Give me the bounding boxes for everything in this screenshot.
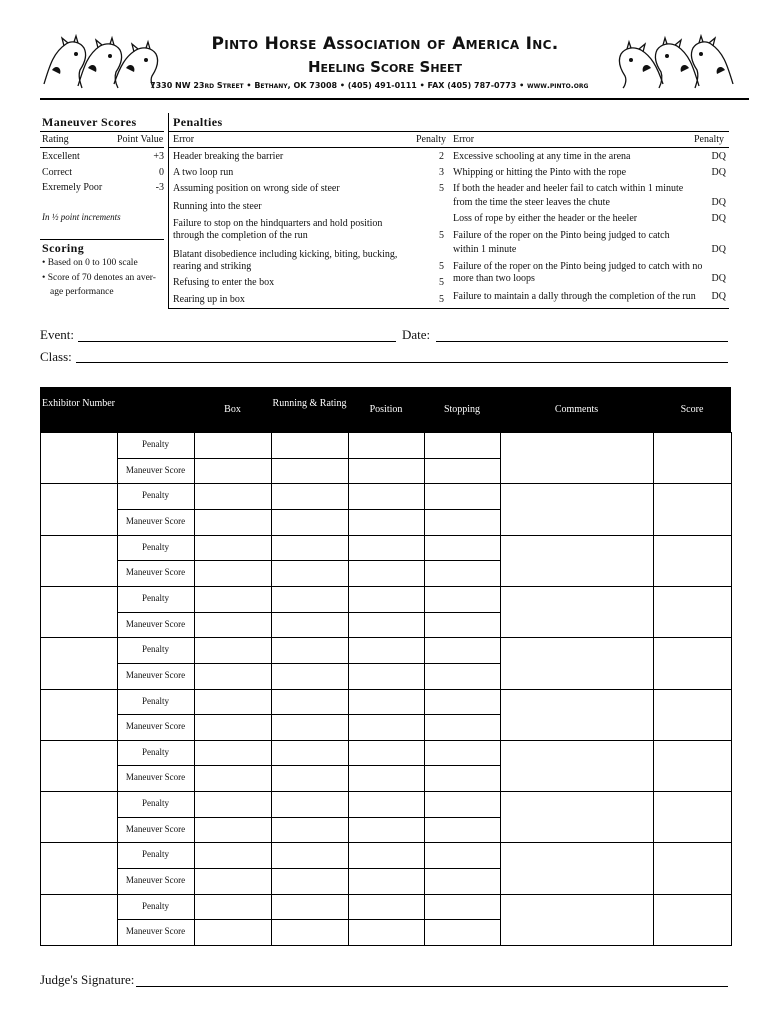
rating-header: Rating bbox=[42, 134, 69, 145]
penalty-error: Refusing to enter the box bbox=[173, 277, 275, 288]
event-label: Event: bbox=[40, 327, 74, 342]
penalty-error: Whipping or hitting the Pinto with the rope bbox=[453, 167, 627, 178]
maneuver-score-row-label: Maneuver Score bbox=[125, 721, 186, 731]
maneuver-score-row-label: Maneuver Score bbox=[125, 772, 186, 782]
rating-value: 0 bbox=[159, 167, 164, 178]
error-header: Error bbox=[453, 134, 475, 145]
penalty-row-label: Penalty bbox=[142, 644, 169, 654]
penalty-error: Header breaking the barrier bbox=[173, 151, 284, 162]
penalty-value: DQ bbox=[711, 244, 726, 255]
penalty-value: DQ bbox=[711, 197, 726, 208]
date-field[interactable] bbox=[436, 341, 728, 342]
penalty-error: from the time the steer leaves the chute bbox=[453, 197, 610, 208]
table-half-line bbox=[117, 663, 500, 664]
penalty-row-label: Penalty bbox=[142, 439, 169, 449]
maneuver-score-row-label: Maneuver Score bbox=[125, 567, 186, 577]
page-title: Pinto Horse Association of America Inc. bbox=[211, 34, 559, 54]
table-half-line bbox=[117, 765, 500, 766]
penalty-error: Failure of the roper on the Pinto being judged to catch bbox=[453, 230, 670, 241]
table-half-line bbox=[117, 509, 500, 510]
error-header: Error bbox=[173, 134, 195, 145]
class-label: Class: bbox=[40, 349, 72, 364]
table-half-line bbox=[117, 817, 500, 818]
judge-signature-label: Judge's Signature: bbox=[40, 972, 135, 987]
penalty-error: Running into the steer bbox=[173, 201, 262, 212]
penalty-row-label: Penalty bbox=[142, 747, 169, 757]
penalty-row-label: Penalty bbox=[142, 542, 169, 552]
table-half-line bbox=[117, 560, 500, 561]
table-half-line bbox=[117, 919, 500, 920]
increments-note: In ½ point increments bbox=[42, 212, 121, 222]
penalties-divider bbox=[168, 113, 169, 309]
scoring-item: age performance bbox=[50, 287, 114, 297]
penalty-row-label: Penalty bbox=[142, 593, 169, 603]
penalty-value: 5 bbox=[439, 261, 444, 272]
penalty-row-label: Penalty bbox=[142, 696, 169, 706]
maneuver-header-rule bbox=[40, 147, 164, 148]
penalty-error: Failure to stop on the hindquarters and hold position bbox=[173, 218, 383, 229]
table-row-line bbox=[40, 842, 732, 843]
rating-value: -3 bbox=[155, 182, 164, 193]
penalty-value: 3 bbox=[439, 167, 444, 178]
rating-label: Exremely Poor bbox=[42, 182, 103, 193]
page-subtitle: Heeling Score Sheet bbox=[307, 58, 463, 76]
table-row-line bbox=[40, 432, 732, 433]
event-field[interactable] bbox=[78, 341, 396, 342]
date-label: Date: bbox=[402, 327, 431, 342]
class-field[interactable] bbox=[76, 362, 728, 363]
penalty-error: Failure of the roper on the Pinto being judged to catch with no bbox=[453, 261, 703, 272]
penalty-error: Excessive schooling at any time in the arena bbox=[453, 151, 631, 162]
scoring-heading: Scoring bbox=[42, 241, 85, 255]
penalty-error: within 1 minute bbox=[453, 244, 517, 255]
penalty-row-label: Penalty bbox=[142, 798, 169, 808]
penalty-error: more than two loops bbox=[453, 273, 535, 284]
penalties-header-rule bbox=[169, 147, 729, 148]
maneuver-score-row-label: Maneuver Score bbox=[125, 465, 186, 475]
penalty-header: Penalty bbox=[416, 134, 446, 145]
penalty-error: Failure to maintain a dally through the completion of the run bbox=[453, 291, 696, 302]
penalties-heading: Penalties bbox=[173, 115, 223, 129]
scoring-rule bbox=[40, 239, 164, 240]
penalty-value: DQ bbox=[711, 167, 726, 178]
penalty-error: Loss of rope by either the header or the heeler bbox=[453, 213, 638, 224]
point-value-header: Point Value bbox=[117, 134, 164, 145]
penalty-value: DQ bbox=[711, 291, 726, 302]
penalty-row-label: Penalty bbox=[142, 901, 169, 911]
maneuver-score-row-label: Maneuver Score bbox=[125, 516, 186, 526]
penalty-value: 5 bbox=[439, 277, 444, 288]
maneuver-rule bbox=[40, 131, 164, 132]
maneuver-scores-heading: Maneuver Scores bbox=[42, 115, 137, 129]
penalty-value: 5 bbox=[439, 183, 444, 194]
penalty-error: rearing and striking bbox=[173, 261, 252, 272]
maneuver-score-row-label: Maneuver Score bbox=[125, 619, 186, 629]
table-row-line bbox=[40, 483, 732, 484]
col-score: Score bbox=[680, 404, 704, 415]
maneuver-score-row-label: Maneuver Score bbox=[125, 926, 186, 936]
col-position: Position bbox=[369, 404, 403, 415]
penalty-error: Rearing up in box bbox=[173, 294, 245, 305]
penalties-bottom-rule bbox=[169, 308, 729, 309]
penalty-error: through the completion of the run bbox=[173, 230, 308, 241]
penalty-value: 5 bbox=[439, 294, 444, 305]
penalty-header: Penalty bbox=[694, 134, 724, 145]
penalty-error: If both the header and heeler fail to catch within 1 minute bbox=[453, 183, 684, 194]
penalty-value: DQ bbox=[711, 273, 726, 284]
maneuver-score-row-label: Maneuver Score bbox=[125, 875, 186, 885]
penalty-value: 2 bbox=[439, 151, 444, 162]
table-half-line bbox=[117, 868, 500, 869]
col-running-rating: Running & Rating bbox=[272, 398, 347, 409]
penalties-rule bbox=[169, 131, 729, 132]
col-comments: Comments bbox=[554, 404, 599, 415]
penalty-value: DQ bbox=[711, 151, 726, 162]
penalty-value: DQ bbox=[711, 213, 726, 224]
table-row-line bbox=[40, 791, 732, 792]
penalty-row-label: Penalty bbox=[142, 490, 169, 500]
table-row-line bbox=[40, 586, 732, 587]
table-row-line bbox=[40, 637, 732, 638]
penalty-error: Assuming position on wrong side of steer bbox=[173, 183, 340, 194]
table-row-line bbox=[40, 945, 732, 946]
table-half-line bbox=[117, 458, 500, 459]
col-box: Box bbox=[224, 404, 241, 415]
penalty-value: 5 bbox=[439, 230, 444, 241]
table-row-line bbox=[40, 689, 732, 690]
header-rule bbox=[40, 98, 749, 100]
col-exhibitor-number: Exhibitor Number bbox=[41, 398, 116, 409]
rating-value: +3 bbox=[153, 151, 164, 162]
table-row-line bbox=[40, 740, 732, 741]
table-row-line bbox=[40, 535, 732, 536]
table-half-line bbox=[117, 714, 500, 715]
address-line: 7330 NW 23rd Street • Bethany, OK 73008 • (405) 491-0111 • FAX (405) 787-0773 • www.pinto.org bbox=[150, 81, 589, 90]
penalty-error: A two loop run bbox=[173, 167, 234, 178]
scoring-item: • Score of 70 denotes an aver- bbox=[42, 273, 156, 283]
rating-label: Excellent bbox=[42, 151, 80, 162]
maneuver-score-row-label: Maneuver Score bbox=[125, 824, 186, 834]
rating-label: Correct bbox=[42, 167, 72, 178]
table-half-line bbox=[117, 612, 500, 613]
col-stopping: Stopping bbox=[443, 404, 481, 415]
penalty-error: Blatant disobedience including kicking, biting, bucking, bbox=[173, 249, 398, 260]
judge-signature-field[interactable] bbox=[136, 986, 728, 987]
scoring-item: • Based on 0 to 100 scale bbox=[42, 258, 138, 268]
table-row-line bbox=[40, 894, 732, 895]
penalty-row-label: Penalty bbox=[142, 849, 169, 859]
maneuver-score-row-label: Maneuver Score bbox=[125, 670, 186, 680]
